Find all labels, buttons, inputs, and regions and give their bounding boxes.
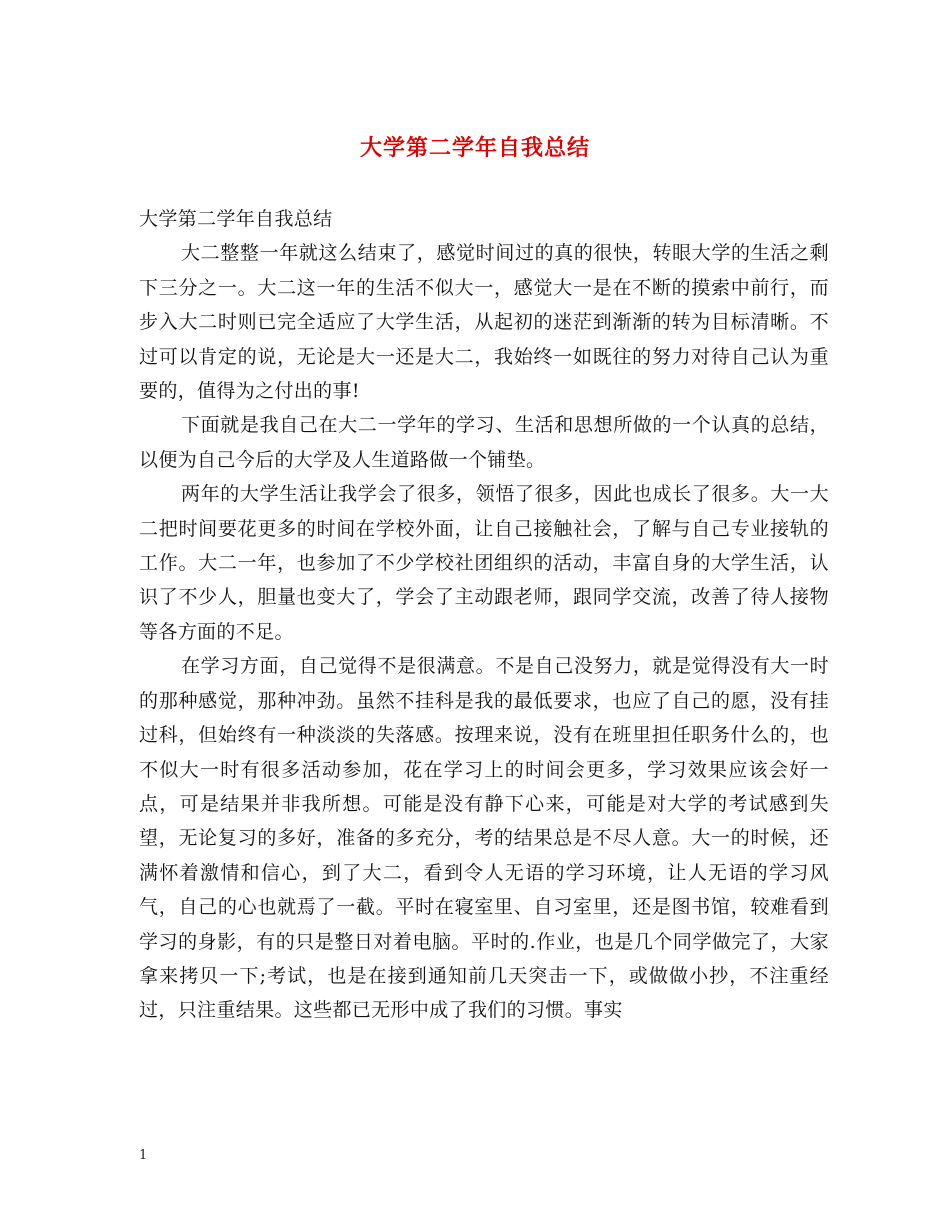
document-body: [139, 202, 829, 1028]
document-title: 大学第二学年自我总结: [359, 135, 590, 161]
paragraph-2: 下面就是我自己在大二一学年的学习、生活和思想所做的一个认真的总结，以便为自己今后的大学及人生道路做一个铺垫。: [139, 414, 829, 471]
page-number: 1: [139, 1148, 148, 1163]
section-heading: 大学第二学年自我总结: [139, 208, 333, 230]
paragraph-1: 大二整整一年就这么结束了，感觉时间过的真的很快，转眼大学的生活之剩下三分之一。大二这一年的生活不似大一，感觉大一是在不断的摸索中前行，而步入大二时则已完全适应了大学生活，从起初的迷茫到渐渐的转为目标清晰。不过可以肯定的说，无论是大一还是大二，我始终一如既往的努力对待自己认为重要的，值得为之付出的事!: [139, 242, 829, 403]
paragraph-4: 在学习方面，自己觉得不是很满意。不是自己没努力，就是觉得没有大一时的那种感觉，那种冲劲。虽然不挂科是我的最低要求，也应了自己的愿，没有挂过科，但始终有一种淡淡的失落感。按理来说，没有在班里担任职务什么的，也不似大一时有很多活动参加，花在学习上的时间会更多，学习效果应该会好一点，可是结果并非我所想。可能是没有静下心来，可能是对大学的考试感到失望，无论复习的多好，准备的多充分，考的结果总是不尽人意。大一的时候，还满怀着激情和信心，到了大二，看到令人无语的学习环境，让人无语的学习风气，自己的心也就焉了一截。平时在寝室里、自习室里，还是图书馆，较难看到学习的身影，有的只是整日对着电脑。平时的.作业，也是几个同学做完了，大家拿来拷贝一下;考试，也是在接到通知前几天突击一下，或做做小抄，不注重经过，只注重结果。这些都已无形中成了我们的习惯。事实: [139, 655, 829, 1022]
paragraph-3: 两年的大学生活让我学会了很多，领悟了很多，因此也成长了很多。大一大二把时间要花更多的时间在学校外面，让自己接触社会，了解与自己专业接轨的工作。大二一年，也参加了不少学校社团组织的活动，丰富自身的大学生活，认识了不少人，胆量也变大了，学会了主动跟老师，跟同学交流，改善了待人接物等各方面的不足。: [139, 483, 829, 643]
